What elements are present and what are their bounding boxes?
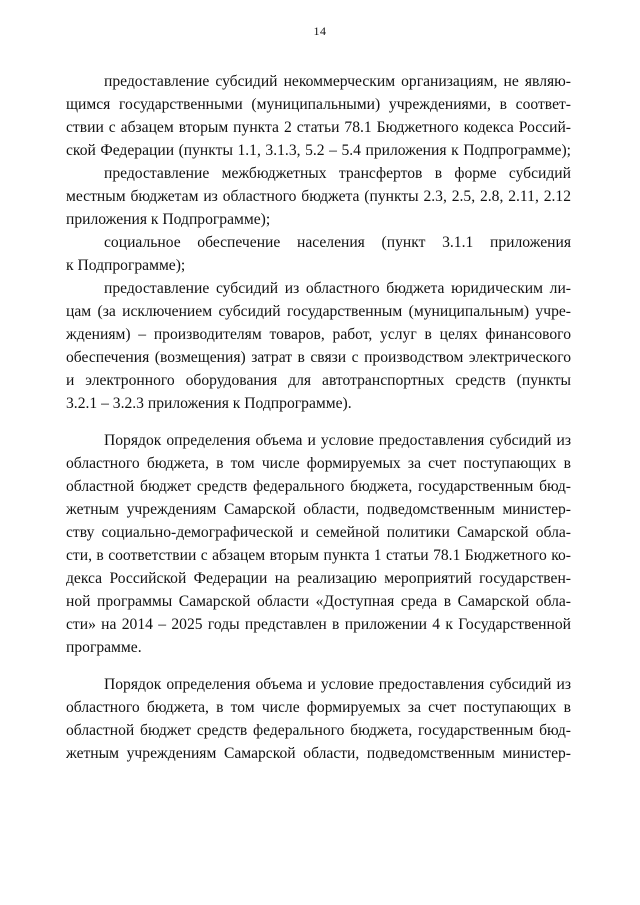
text-line: программе. (66, 639, 142, 656)
text-line: Порядок определения объема и условие предоставления субсидий из (104, 676, 571, 693)
text-line: областного бюджета, в том числе формируемых за счет поступающих в (66, 699, 571, 716)
paragraph (66, 70, 571, 162)
text-line: жетным учреждениям Самарской области, подведомственным министер- (66, 501, 571, 518)
text-line: областной бюджет средств федерального бюджета, государственным бюд- (66, 478, 571, 495)
text-line: предоставление субсидий из областного бюджета юридическим ли- (104, 280, 571, 297)
text-line: областного бюджета, в том числе формируемых за счет поступающих в (66, 455, 571, 472)
paragraph (66, 429, 571, 659)
text-line: щимся государственными (муниципальными) учреждениями, в соответ- (66, 96, 571, 113)
text-line: социальное обеспечение населения (пункт 3.1.1 приложения (104, 234, 571, 251)
text-line: ждениям) – производителям товаров, работ, услуг в целях финансового (66, 326, 571, 343)
paragraph (66, 162, 571, 231)
text-line: предоставление субсидий некоммерческим организациям, не являю- (104, 73, 571, 90)
text-line: приложения к Подпрограмме); (66, 211, 271, 228)
text-line: ствии с абзацем вторым пункта 2 статьи 78.1 Бюджетного кодекса Россий- (66, 119, 571, 136)
paragraph (66, 231, 571, 277)
text-line: местным бюджетам из областного бюджета (пункты 2.3, 2.5, 2.8, 2.11, 2.12 (66, 188, 571, 205)
page-number: 14 (313, 24, 327, 38)
text-line: сти, в соответствии с абзацем вторым пункта 1 статьи 78.1 Бюджетного ко- (66, 547, 571, 564)
text-line: цам (за исключением субсидий государственным (муниципальным) учре- (66, 303, 571, 320)
document-body (66, 70, 571, 765)
text-line: ству социально-демографической и семейной политики Самарской обла- (66, 524, 571, 541)
paragraph (66, 277, 571, 415)
text-line: обеспечения (возмещения) затрат в связи с производством электрического (66, 349, 571, 366)
text-line: к Подпрограмме); (66, 257, 186, 274)
text-line: и электронного оборудования для автотранспортных средств (пункты (66, 372, 571, 389)
paragraph (66, 673, 571, 765)
text-line: 3.2.1 – 3.2.3 приложения к Подпрограмме). (66, 395, 352, 412)
text-line: предоставление межбюджетных трансфертов в форме субсидий (104, 165, 571, 182)
text-line: сти» на 2014 – 2025 годы представлен в приложении 4 к Государственной (66, 616, 571, 633)
text-line: жетным учреждениям Самарской области, подведомственным министер- (66, 745, 571, 762)
text-line: ской Федерации (пункты 1.1, 3.1.3, 5.2 – 5.4 приложения к Подпрограмме); (66, 142, 571, 159)
text-line: Порядок определения объема и условие предоставления субсидий из (104, 432, 571, 449)
text-line: областной бюджет средств федерального бюджета, государственным бюд- (66, 722, 571, 739)
text-line: декса Российской Федерации на реализацию мероприятий государствен- (66, 570, 571, 587)
text-line: ной программы Самарской области «Доступная среда в Самарской обла- (66, 593, 571, 610)
